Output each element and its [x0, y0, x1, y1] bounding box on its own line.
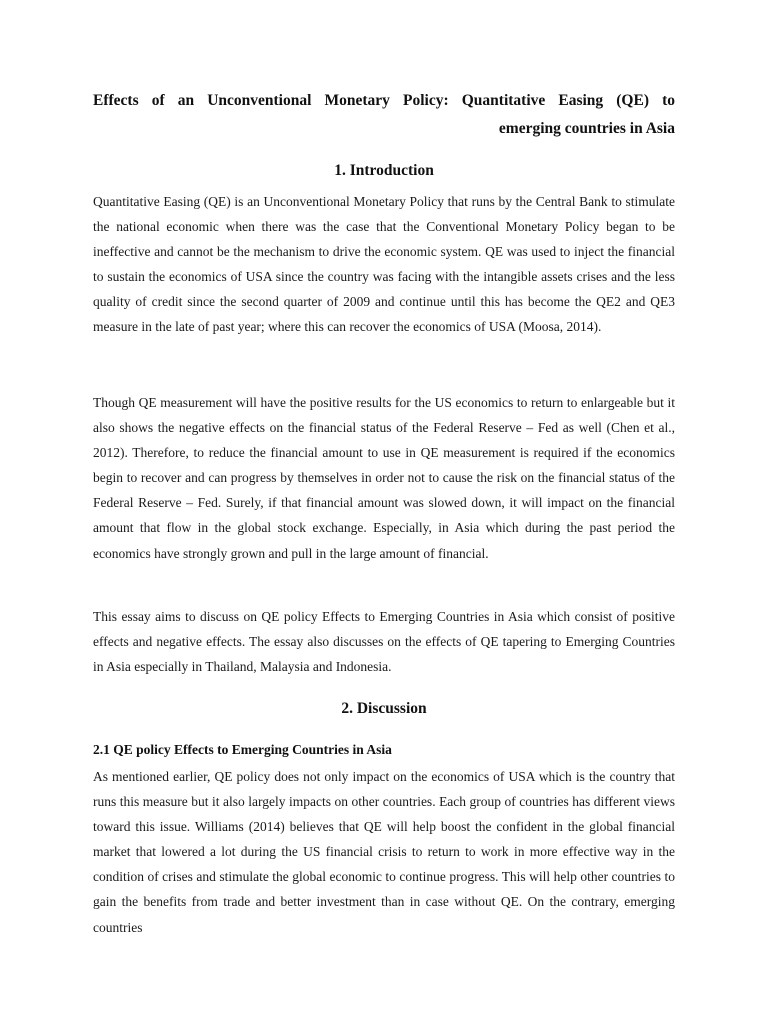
- discussion-paragraph-1: As mentioned earlier, QE policy does not only impact on the economics of USA which is the country that runs this measure but it also largely impacts on other countries. Each group of countries has different views toward this issue. Williams (2014) believes that QE will help boost the confident in the global financial market that lowered a lot during the US financial crisis to return to work in more effective way in the condition of crises and stimulate the global economic to continue progress. This will help other countries to gain the benefits from trade and better investment than in case without QE. On the contrary, emerging countries: [93, 769, 675, 935]
- intro-paragraph-3: This essay aims to discuss on QE policy Effects to Emerging Countries in Asia which consist of positive effects and negative effects. The essay also discusses on the effects of QE tapering to Emerging Countries in Asia especially in Thailand, Malaysia and Indonesia.: [93, 609, 675, 675]
- intro-paragraph-1: Quantitative Easing (QE) is an Unconventional Monetary Policy that runs by the Central Bank to stimulate the national economic when there was the case that the Conventional Monetary Policy began to be ineffective and cannot be the mechanism to drive the economic system. QE was used to inject the financial to sustain the economics of USA since the country was facing with the intangible assets crises and the less quality of credit since the second quarter of 2009 and continue until this has become the QE2 and QE3 measure in the late of past year; where this can recover the economics of USA (Moosa, 2014).: [93, 194, 675, 335]
- subsection-heading-2-1: 2.1 QE policy Effects to Emerging Countries in Asia: [93, 742, 392, 757]
- section-heading-discussion: 2. Discussion: [341, 700, 427, 717]
- document-title-line-1: Effects of an Unconventional Monetary Policy: Quantitative Easing (QE) to: [93, 92, 675, 109]
- intro-paragraph-2: Though QE measurement will have the positive results for the US economics to return to enlargeable but it also shows the negative effects on the financial status of the Federal Reserve – Fed as well (Chen et al., 2012). Therefore, to reduce the financial amount to use in QE measurement is required if the economics begin to recover and can progress by themselves in order not to cause the risk on the financial status of the Federal Reserve – Fed. Surely, if that financial amount was slowed down, it will impact on the financial amount that flow in the global stock exchange. Especially, in Asia which during the past period the economics have strongly grown and pull in the large amount of financial.: [93, 395, 675, 561]
- document-title-line-2: emerging countries in Asia: [498, 120, 675, 137]
- section-heading-introduction: 1. Introduction: [334, 162, 434, 179]
